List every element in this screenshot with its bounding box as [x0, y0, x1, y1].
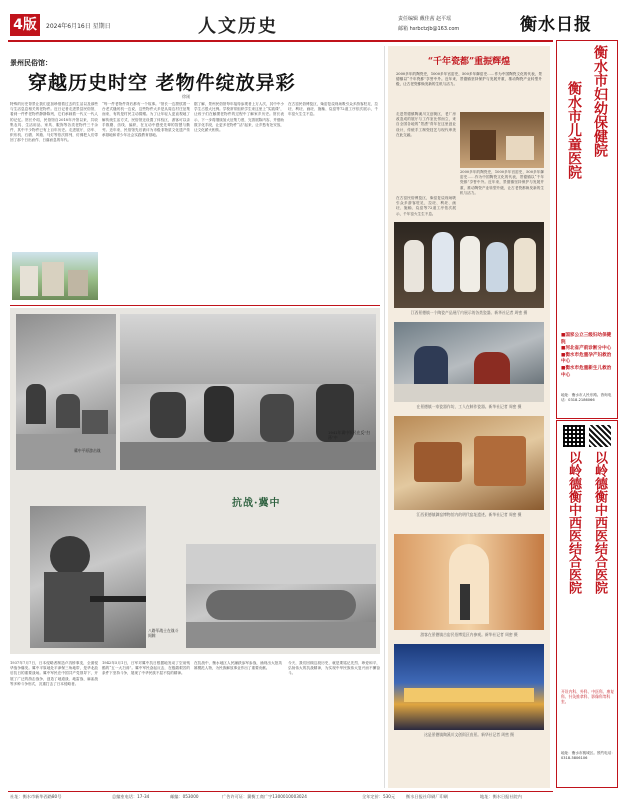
ad1-title-a: 衡水市妇幼保健院 [592, 45, 608, 157]
feature-title: “千年瓷都”重振辉煌 [427, 57, 511, 67]
footer-rule [8, 791, 553, 792]
photo-night-view [394, 644, 544, 730]
masthead-rule [8, 40, 553, 42]
article-col-1: 特殊的历史背景让我们更加珍惜着过去的生活以及那些与生活息息相关的老物件。近日记者走进景县民俗馆，看到一件件老物件静静陈列，它们承载着一代又一代人的记忆。馆长介绍，民俗馆自2018年开馆以来，共收集农具、生活用品、家具、服饰等各类老物件三千余件，其中不少物件已有上百年历史。走进展厅，纺车、织布机、石磨、风箱、马灯等依次排列，仿佛把人们带回了那个日出而作、日落而息的年代。 [10, 102, 98, 143]
war-text-4: 今天，我们回顾这段历史，就是要铭记先烈、珍爱和平，弘扬伟大的抗战精神，为实现中华民族伟大复兴而不懈奋斗。 [288, 661, 380, 676]
feature-intro-mid: 2000多年的陶瓷史，1000多年官窑史，500多年御窑史……作为中国陶瓷文化的代表，景德镇以“千年瓷都”享誉中外。近年来，景德镇坚持保护与发展并重，推动陶瓷产业转型升级，让古老瓷都焕发新的生机与活力。 [460, 170, 544, 195]
ad1-contact: 地址：衡水市人民东路。咨询电话：0318-2186066 [561, 393, 612, 402]
photo-vases [394, 222, 544, 308]
feature-text-a: 走进景德镇陶溪川文创街区，老厂房改造成的展厅与工作室比邻而立，来自全国各地的“景漂”青年在这里创业设计，传统手工制瓷技艺与现代审美在此交融。 [396, 112, 456, 137]
article-col-4: 在古窑民俗博览区，柴窑复烧现场吸引众多游客驻足，拉坯、利坯、画坯、施釉、烧窑等72道工序依次展示，千年窑火生生不息。 [288, 102, 378, 117]
war-caption-1: 冀中平原游击战 [74, 448, 101, 453]
photo-workshop [394, 322, 544, 402]
photo-caption-5: 这是景德镇陶溪川文创街区夜景。新华社记者 周密 摄 [424, 732, 514, 737]
photo-kiln-site [394, 416, 544, 510]
footer-print-address: 地址：衡水日报社院内 [480, 794, 522, 799]
photo-ancient-kiln [394, 534, 544, 630]
ad1-service-item: ■衡水市危重孕产妇救治中心 [561, 352, 612, 365]
ad1-service-item: ■衡水市危重新生儿救治中心 [561, 365, 612, 378]
footer-dept: 总编室电话：17-34 [112, 794, 150, 799]
museum-photo [12, 252, 98, 300]
ad2-title-a: 以岭德衡中西医结合医院 [592, 451, 607, 594]
war-text-2: 1942年5月1日，日军对冀中抗日根据地发动了空前残酷的“五一大扫荡”。冀中军民奋起反击，在极端艰苦的条件下坚持斗争，展现了中华民族不屈不挠的精神。 [102, 661, 190, 676]
footer-postcode: 邮编：053000 [170, 794, 199, 799]
section-divider [10, 305, 380, 306]
feature-intro: 2000多年的陶瓷史，1000多年官窑史，500多年御窑史……作为中国陶瓷文化的代表，景德镇以“千年瓷都”享誉中外。近年来，景德镇坚持保护与发展并重，推动陶瓷产业转型升级，让古老瓷都焕发新的生机与活力。 [396, 72, 542, 87]
war-section [10, 308, 380, 654]
footer-address: 社址：衡水市新华西路80号 [10, 794, 62, 799]
hospital-ad-1 [556, 40, 618, 419]
section-title: 人文历史 [198, 16, 278, 37]
war-photo-soldiers [16, 314, 116, 470]
issue-date: 2024年6月16日 星期日 [46, 23, 111, 30]
war-photo-plain [186, 544, 376, 648]
war-section-label: 抗战·冀中 [232, 498, 281, 509]
war-photo-cavalry [120, 314, 376, 470]
photo-caption-1: 江西景德镇一个陶瓷产品展厅内展示的各类瓷器。新华社记者 周密 摄 [410, 310, 528, 315]
footer-printer: 衡水日报社印刷厂印刷 [406, 794, 448, 799]
editor-line: 责任编辑 戴佳茜 赵平瑶 [398, 16, 452, 22]
masthead [0, 0, 621, 38]
photo-caption-2: 在景德镇一家瓷器作坊，工人在制作瓷器。新华社记者 周密 摄 [416, 404, 522, 409]
editor-email: 邮箱 hsrbctzjb@163.com [398, 26, 460, 32]
ad1-title-b: 衡水市儿童医院 [566, 81, 582, 179]
qr-code[interactable] [589, 425, 611, 447]
article-col-3: 据了解，景州民俗馆每年接待参观者上万人次，其中中小学生占很大比例。学校常常组织学生来这里上“实践课”，让孩子们在触摸老物件的过程中了解家乡历史。馆长表示，下一步将继续加大征集力度，完善展陈内容，并借助数字化手段，让更多老物件“活”起来，让乡愁有处安放，让文化薪火相传。 [194, 102, 284, 133]
feature-text-b: 在古窑民俗博览区，柴窑复烧现场吸引众多游客驻足，拉坯、利坯、画坯、施釉、烧窑等72道工序依次展示，千年窑火生生不息。 [396, 196, 456, 216]
article-kicker: 景州民俗馆： [10, 59, 52, 67]
ad2-contact: 地址：衡水市桃城区。预约电话：0318-5806106 [561, 751, 615, 760]
footer [10, 794, 550, 803]
war-text-3: 在抗战中，衡水地区人民踊跃参军参战，涌现出大批英雄模范人物，为民族解放事业作出了重要贡献。 [194, 661, 282, 671]
article-col-2: “每一件老物件背后都有一个故事。”馆长一边擦拭着一台老式缝纫机一边说，这些物件大多是从周边村庄征集而来，有的是村民主动捐赠。为了让年轻人更直观地了解传统生活方式，民俗馆还设置了体验区，游客可以亲手推磨、纺线、编织，在互动中感受先辈的智慧与勤劳。近年来，民俗馆先后被评为市级非物质文化遗产传承基地和青少年社会实践教育基地。 [102, 102, 190, 138]
war-photo-gunner [30, 506, 146, 648]
ad1-service-item: ■河北省产前诊断分中心 [561, 346, 612, 352]
war-caption-2: 1941年冀中军民在反“扫荡”中 [328, 430, 371, 440]
column-divider [384, 46, 385, 788]
war-text-1: 1937年7月7日，日本侵略者制造卢沟桥事变，全面侵华战争爆发。冀中平原地处平津保三角地带，是华北敌后抗日的重要战场。冀中军民在中国共产党领导下，开展了广泛的游击战争，创造了地道战、地雷战、麻雀战等多种斗争形式，沉重打击了日本侵略者。 [10, 661, 98, 686]
ad2-note: 开设内科、外科、中医科、康复科、针灸推拿科、影像科等科室。 [561, 689, 615, 704]
ad2-title-b: 以岭德衡中西医结合医院 [566, 451, 581, 594]
article-author: 徐刚 [182, 94, 190, 99]
hospital-ad-2 [556, 420, 618, 788]
photo-caption-4: 游客在景德镇古窑民俗博览区内参观。新华社记者 周密 摄 [420, 632, 518, 637]
photo-study-scene [460, 112, 544, 168]
photo-caption-3: 江西景德镇御窑博物馆内的明代窑址遗迹。新华社记者 周密 摄 [416, 512, 522, 517]
qr-code[interactable] [563, 425, 585, 447]
war-caption-3: 八路军战士在战斗间隙 [148, 628, 179, 638]
ad1-service-item: ■国家公立三级妇幼保健院 [561, 333, 612, 345]
ad1-services [561, 333, 615, 379]
footer-license: 广告许可证：冀衡工商广字1300010003024 [222, 794, 307, 799]
footer-price: 全年定价：530元 [362, 794, 396, 799]
page-number: 4版 [10, 14, 40, 36]
article-headline: 穿越历史时空 老物件绽放异彩 [28, 72, 296, 94]
paper-logo: 衡水日报 [520, 15, 592, 35]
